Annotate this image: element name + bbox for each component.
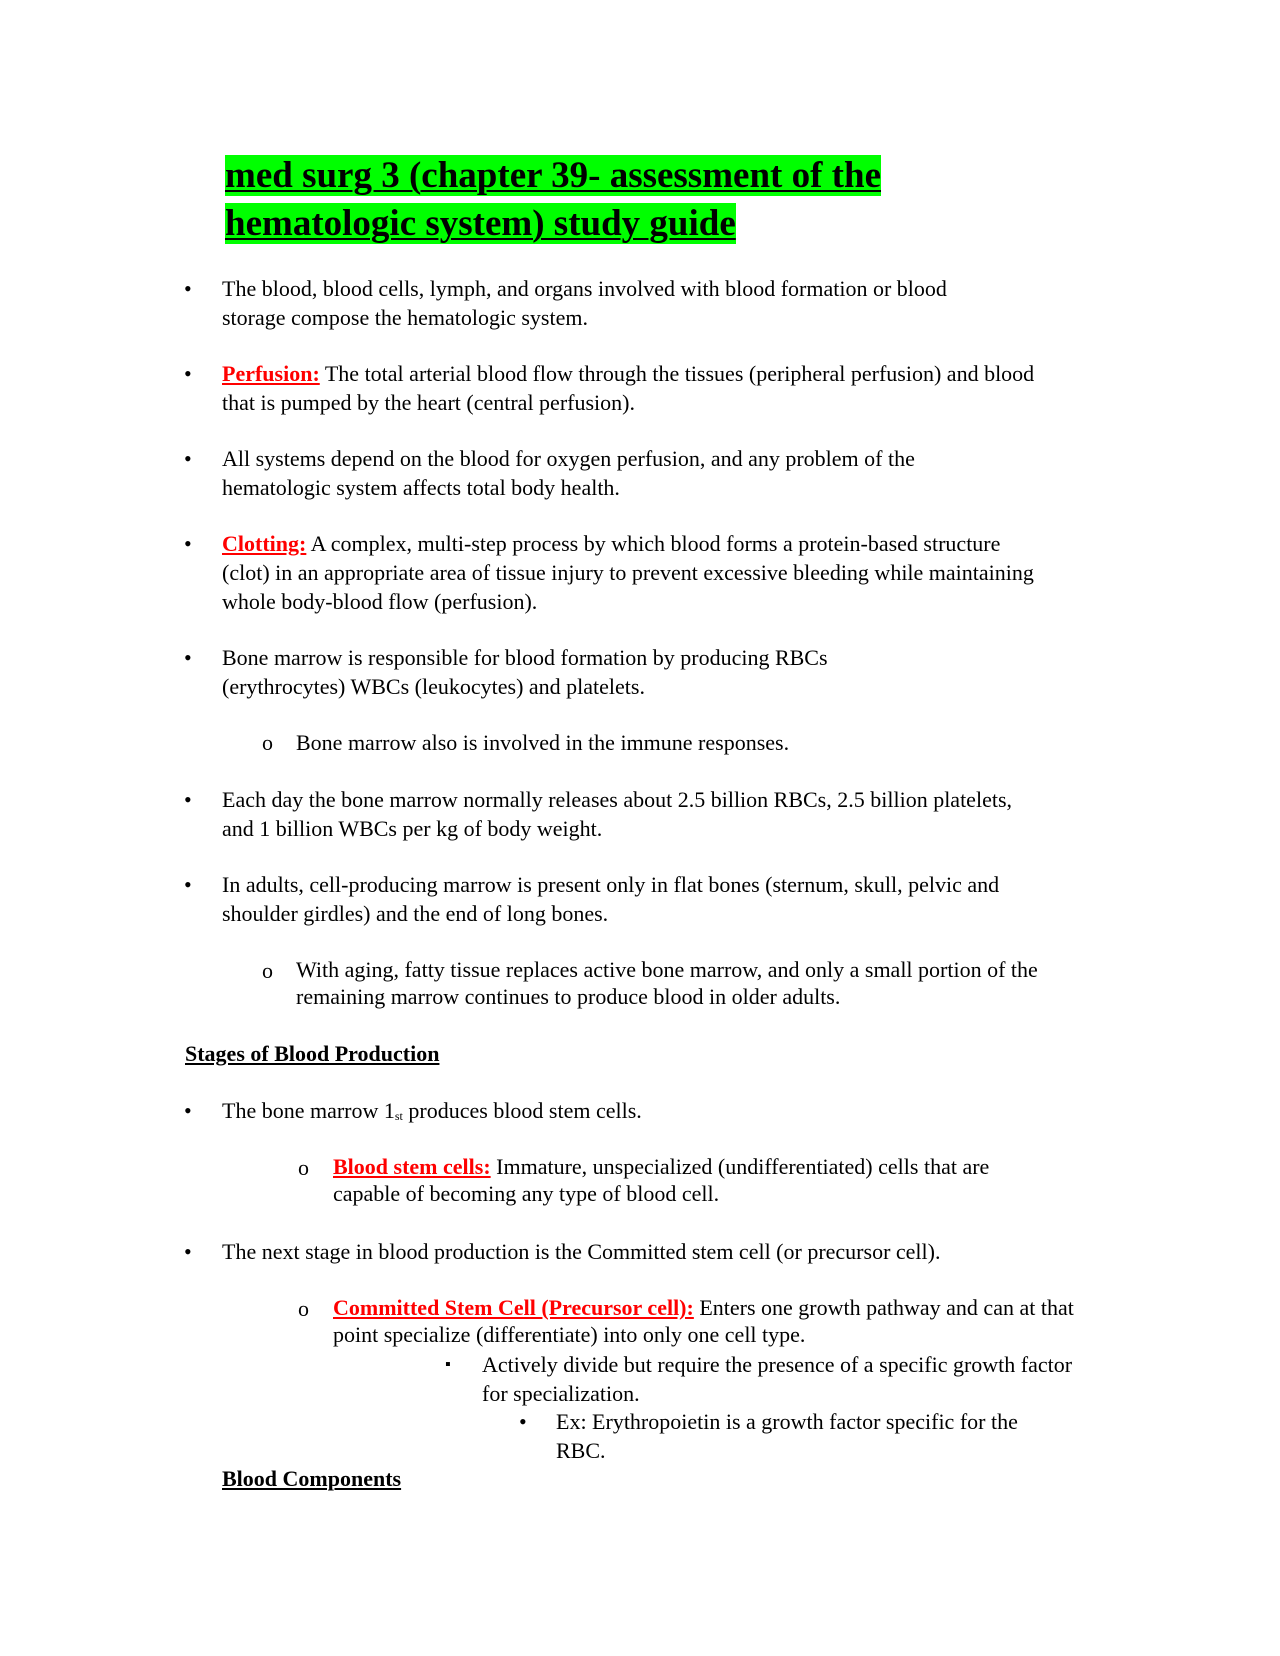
section-heading-stages: Stages of Blood Production (185, 1041, 440, 1066)
list-item (333, 1294, 1113, 1348)
title-line-2: hematologic system) study guide (225, 203, 736, 244)
list-item: The next stage in blood production is the Committed stem cell (or precursor cell). (222, 1239, 941, 1264)
list-item: With aging, fatty tissue replaces active bone marrow, and only a small portion of the remaining marrow continues to produce blood in older adults. (296, 957, 1038, 1009)
list-item: The blood, blood cells, lymph, and organs involved with blood formation or blood storage compose the hematologic system. (222, 276, 947, 330)
definition-text: The total arterial blood flow through the tissues (peripheral perfusion) and blood that is pumped by the heart (central perfusion). (222, 361, 1035, 415)
circle-bullet-icon: o (298, 1155, 309, 1180)
bullet-icon: • (519, 1409, 527, 1434)
term-committed-stem-cell: Committed Stem Cell (Precursor cell): (333, 1295, 694, 1320)
list-item (222, 359, 1052, 417)
text-part: produces blood stem cells. (402, 1098, 642, 1123)
circle-bullet-icon: o (262, 958, 273, 983)
square-bullet-icon: ▪ (445, 1356, 451, 1373)
bullet-icon: • (184, 276, 192, 301)
bullet-icon: • (184, 787, 192, 812)
bullet-icon: • (184, 1239, 192, 1264)
definition-text: A complex, multi-step process by which blood forms a protein-based structure (clot) in an appropriate area of tissue injury to prevent excessive bleeding while maintaining whole body-blood flow (perfusion). (222, 531, 1034, 614)
list-item (222, 1096, 982, 1129)
term-clotting: Clotting: (222, 531, 307, 556)
list-item: Actively divide but require the presence of a specific growth factor for specialization. (482, 1352, 1073, 1406)
term-blood-stem-cells: Blood stem cells: (333, 1154, 491, 1179)
document-title (225, 152, 1025, 248)
bullet-icon: • (184, 361, 192, 386)
list-item: Bone marrow is responsible for blood formation by producing RBCs (erythrocytes) WBCs (leukocytes) and platelets. (222, 645, 828, 699)
bullet-icon: • (184, 446, 192, 471)
definition-text: Immature, unspecialized (undifferentiated) cells that are capable of becoming any type of blood cell. (333, 1154, 990, 1206)
text-part: The bone marrow 1 (222, 1098, 395, 1123)
list-item (333, 1153, 1053, 1207)
bullet-icon: • (184, 531, 192, 556)
bullet-icon: • (184, 1098, 192, 1123)
list-item: All systems depend on the blood for oxygen perfusion, and any problem of the hematologic system affects total body health. (222, 446, 915, 500)
circle-bullet-icon: o (262, 730, 273, 755)
list-item: Each day the bone marrow normally releases about 2.5 billion RBCs, 2.5 billion platelets, and 1 billion WBCs per kg of body weight. (222, 787, 1013, 841)
list-item: Bone marrow also is involved in the immune responses. (296, 730, 790, 755)
term-perfusion: Perfusion: (222, 361, 320, 386)
superscript-st: st (394, 1109, 403, 1123)
definition-text: Enters one growth pathway and can at that point specialize (differentiate) into only one cell type. (333, 1295, 1074, 1347)
list-item: Ex: Erythropoietin is a growth factor specific for the RBC. (556, 1409, 1018, 1463)
circle-bullet-icon: o (298, 1296, 309, 1321)
title-line-1: med surg 3 (chapter 39- assessment of the (225, 155, 881, 196)
bullet-icon: • (184, 645, 192, 670)
section-heading-components: Blood Components (222, 1466, 402, 1491)
list-item: In adults, cell-producing marrow is present only in flat bones (sternum, skull, pelvic and shoulder girdles) and the end of long bones. (222, 872, 1000, 926)
list-item (222, 529, 1052, 616)
bullet-icon: • (184, 872, 192, 897)
